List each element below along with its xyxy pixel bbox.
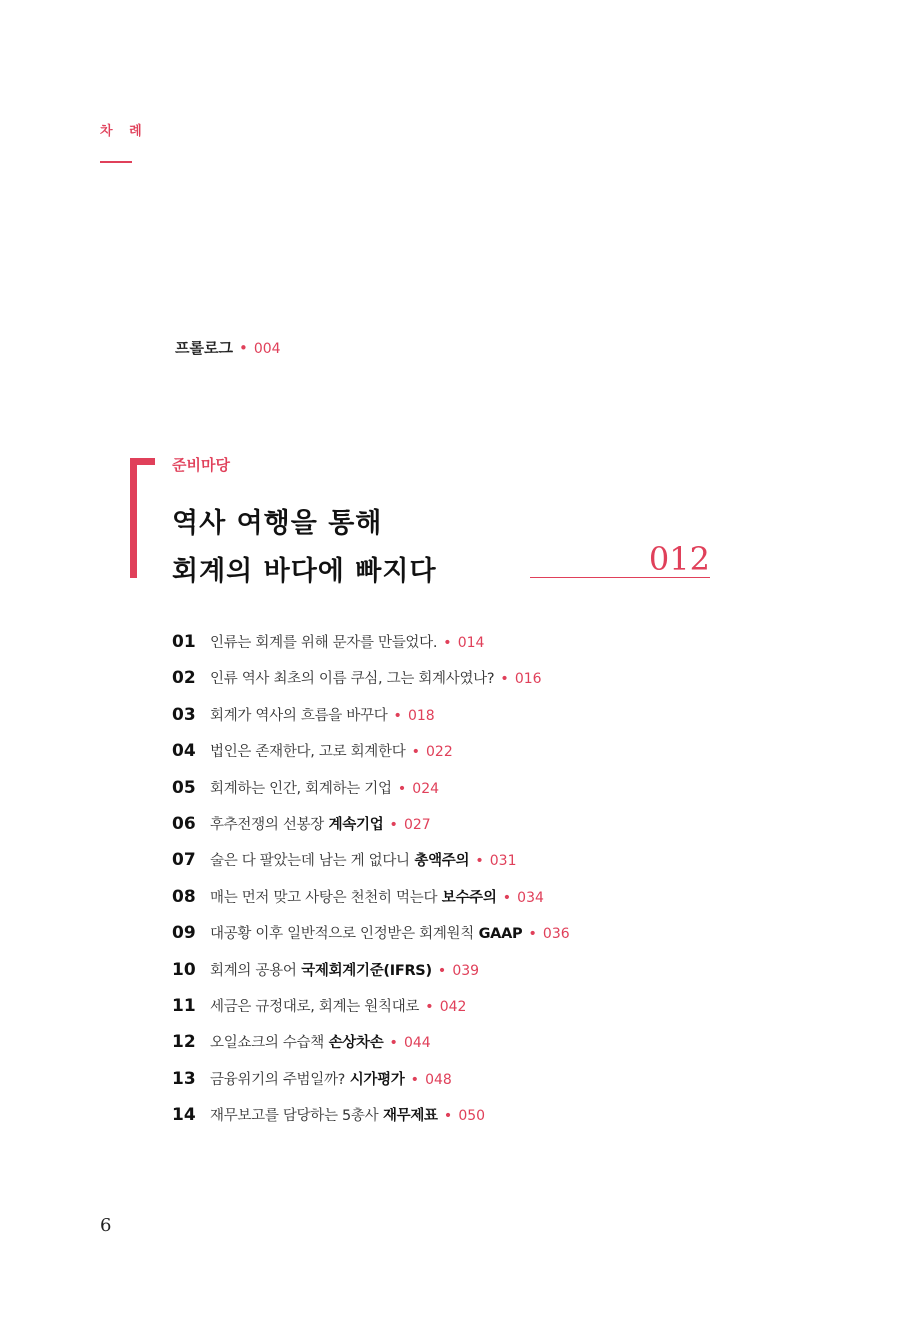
section-title[interactable] [172,500,437,596]
bullet: • [528,926,537,943]
section-page-number: 012 [648,540,710,578]
entry-page: 014 [457,635,485,651]
entry-number: 04 [172,741,196,762]
entry-number: 09 [172,923,196,944]
bullet: • [238,339,248,357]
entry-number: 02 [172,668,196,689]
prologue-title: 프롤로그 [175,339,233,357]
entry-number: 14 [172,1105,196,1126]
entry-keyword: 시가평가 [349,1071,405,1088]
entry-title: 술은 다 팔았는데 남는 게 없다니 [210,853,410,870]
toc-header-rule [100,161,132,163]
toc-entry[interactable] [172,1061,570,1097]
entry-page: 022 [426,744,453,761]
toc-entry[interactable] [172,624,570,660]
section-kicker: 준비마당 [172,456,230,474]
entry-title: 인류 역사 최초의 이름 쿠심, 그는 회계사였나? [210,671,495,688]
entry-page: 027 [403,816,431,833]
bullet: • [425,998,434,1015]
page-folio: 6 [100,1215,112,1236]
entry-number: 08 [172,886,196,907]
entry-keyword: 국제회계기준(IFRS) [301,962,432,979]
toc-list [172,624,570,1133]
entry-title: 세금은 규정대로, 회계는 원칙대로 [210,998,420,1015]
bullet: • [393,707,402,724]
prologue-page: 004 [253,341,281,357]
toc-entry[interactable] [172,915,570,951]
toc-entry[interactable] [172,1097,570,1133]
entry-keyword: 계속기업 [328,816,384,833]
entry-number: 13 [172,1068,196,1089]
entry-title: 재무보고를 담당하는 5총사 [210,1108,379,1125]
entry-title: 법인은 존재한다, 고로 회계한다 [210,744,406,761]
entry-page: 050 [458,1108,486,1125]
bullet: • [410,1071,420,1088]
entry-page: 024 [412,780,440,797]
toc-entry[interactable] [172,1024,570,1060]
entry-keyword: 보수주의 [441,889,497,906]
entry-number: 06 [172,813,196,834]
entry-page: 044 [403,1035,431,1052]
toc-entry[interactable] [172,988,570,1024]
entry-title: 대공황 이후 일반적으로 인정받은 회계원칙 [210,926,474,943]
bullet: • [389,1035,398,1052]
entry-title: 회계의 공용어 [210,962,297,979]
toc-entry[interactable] [172,697,570,733]
bullet: • [443,1108,453,1125]
entry-page: 042 [439,998,467,1015]
bullet: • [500,671,509,688]
entry-title: 회계하는 인간, 회계하는 기업 [210,780,392,797]
toc-entry[interactable] [172,770,570,806]
bullet: • [397,780,407,797]
entry-title: 오일쇼크의 수습책 [210,1035,324,1052]
bullet: • [437,962,447,979]
entry-number: 05 [172,777,196,798]
section-bracket-vertical [130,458,137,578]
toc-entry[interactable] [172,842,570,878]
toc-entry[interactable] [172,952,570,988]
entry-number: 07 [172,850,196,871]
bullet: • [502,889,512,906]
entry-page: 018 [407,707,435,724]
toc-header-label: 차 례 [100,124,148,139]
entry-number: 10 [172,959,196,980]
toc-entry[interactable] [172,879,570,915]
section-title-line-2: 회계의 바다에 빠지다 [172,556,437,587]
entry-number: 11 [172,995,196,1016]
entry-keyword: 총액주의 [414,853,470,870]
entry-page: 039 [452,962,480,979]
toc-entry[interactable] [172,733,570,769]
entry-page: 016 [514,671,542,688]
prologue-entry[interactable] [175,337,281,358]
entry-title: 회계가 역사의 흐름을 바꾸다 [210,707,388,724]
entry-page: 034 [517,889,544,906]
toc-entry[interactable] [172,806,570,842]
entry-number: 12 [172,1032,196,1053]
entry-number: 01 [172,632,196,652]
bullet: • [443,635,452,651]
entry-keyword: 손상차손 [328,1035,384,1052]
entry-number: 03 [172,704,196,725]
entry-page: 036 [542,926,570,943]
entry-page: 031 [489,853,517,870]
bullet: • [475,853,484,870]
section-title-line-1: 역사 여행을 통해 [172,508,383,539]
entry-keyword: GAAP [478,926,523,943]
entry-title: 매는 먼저 맞고 사탕은 천천히 먹는다 [210,889,438,906]
bullet: • [411,744,420,761]
section-bracket-horizontal [130,458,155,465]
entry-title: 인류는 회계를 위해 문자를 만들었다. [210,635,438,651]
entry-title: 금융위기의 주범일까? [210,1071,346,1088]
entry-keyword: 재무제표 [382,1108,438,1125]
entry-page: 048 [425,1071,452,1088]
bullet: • [389,816,398,833]
entry-title: 후추전쟁의 선봉장 [210,816,324,833]
toc-entry[interactable] [172,660,570,696]
